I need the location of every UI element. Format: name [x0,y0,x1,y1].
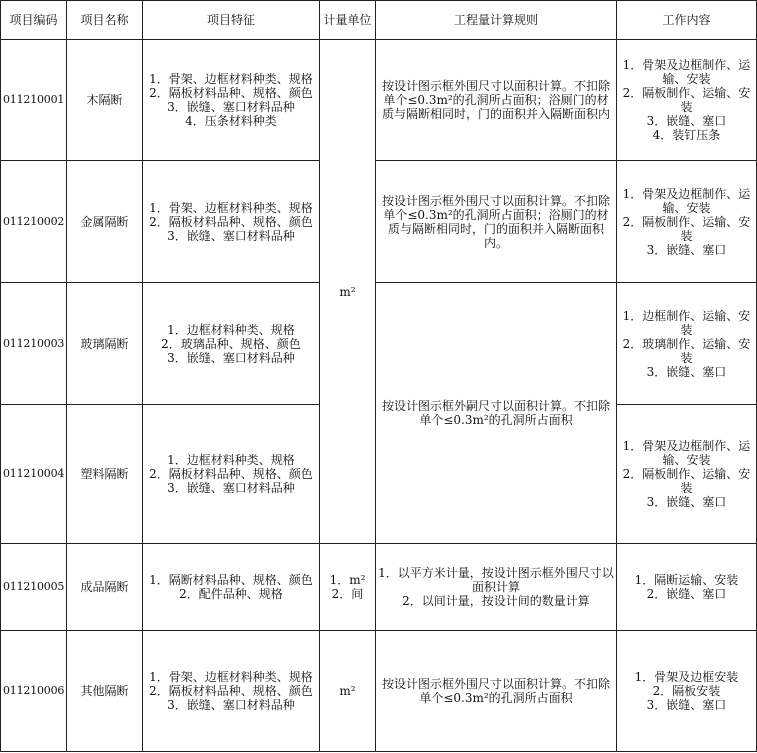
work-line: 2．嵌缝、塞口 [646,587,727,601]
table-row [1,631,757,752]
item-rule [376,631,617,752]
header-unit: 计量单位 [320,1,376,40]
item-rule [376,40,617,161]
feature-line: 3．嵌缝、塞口材料品种 [167,481,295,495]
work-line: 2．隔板制作、运输、安装 [622,86,751,114]
feature-line: 1．边框材料种类、规格 [167,453,295,467]
rule-line: 1．以平方米计量，按设计图示框外围尺寸以面积计算 [378,566,614,594]
feature-line: 2．配件品种、规格 [179,587,283,601]
feature-line: 1．边框材料种类、规格 [167,322,295,337]
item-code: 011210004 [1,405,67,544]
work-line: 2．隔板制作、运输、安装 [622,214,751,243]
table-row [1,283,757,405]
work-line: 1．骨架及边框制作、运输、安装 [622,58,751,86]
work-line: 3．嵌缝、塞口 [646,364,727,379]
feature-line: 3．嵌缝、塞口材料品种 [167,698,295,712]
table-row [1,544,757,631]
item-code: 011210005 [1,544,67,631]
work-line: 3．嵌缝、塞口 [646,698,727,712]
work-line: 3．嵌缝、塞口 [646,114,727,128]
feature-line: 2．玻璃品种、规格、颜色 [161,336,301,351]
feature-line: 1．骨架、边框材料种类、规格 [149,200,313,215]
work-line: 3．嵌缝、塞口 [646,242,727,257]
item-rule [376,544,617,631]
feature-line: 3．嵌缝、塞口材料品种 [167,350,295,365]
rule-line: 按设计图示框外嗣尺寸以面积计算。不扣除单个≤0.3m²的孔洞所占面积 [381,399,610,427]
item-work [617,405,757,544]
work-line: 1．骨架及边框制作、运输、安装 [622,439,751,467]
work-line: 1．骨架及边框安装 [634,670,739,684]
unit-line: 2．间 [331,587,364,601]
item-name: 成品隔断 [67,544,143,631]
item-work [617,544,757,631]
item-features [143,161,320,283]
feature-line: 2．隔板材料品种、规格、颜色 [149,214,313,229]
rule-line: 2．以间计量，按设计间的数量计算 [402,594,590,608]
feature-line: 1．骨架、边框材料种类、规格 [149,72,313,86]
feature-line: 3．嵌缝、塞口材料品种 [167,100,295,114]
work-line: 2．玻璃制作、运输、安装 [622,336,751,365]
rule-line: 按设计图示框外围尺寸以面积计算。不扣除单个≤0.3m²的孔洞所占面积；浴厕门的材质与隔断相同时，门的面积并入隔断面积内。 [381,193,610,250]
work-line: 1．边框制作、运输、安装 [622,308,751,337]
feature-line: 3．嵌缝、塞口材料品种 [167,228,295,243]
item-features [143,544,320,631]
header-rule: 工程量计算规则 [376,1,617,40]
item-work [617,631,757,752]
item-name: 木隔断 [67,40,143,161]
header-name: 项目名称 [67,1,143,40]
item-work [617,161,757,283]
work-line: 1．骨架及边框制作、运输、安装 [622,186,751,215]
item-unit: m² [320,40,376,544]
item-code: 011210003 [1,283,67,405]
work-line: 3．嵌缝、塞口 [646,495,727,509]
rule-line: 按设计图示框外围尺寸以面积计算。不扣除单个≤0.3m²的孔洞所占面积；浴厕门的材质与隔断相同时，门的面积并入隔断面积内 [381,79,610,121]
item-work [617,40,757,161]
feature-line: 1．骨架、边框材料种类、规格 [149,670,313,684]
item-rule [376,161,617,283]
work-line: 4．装钉压条 [652,128,721,142]
item-code: 011210002 [1,161,67,283]
feature-line: 2．隔板材料品种、规格、颜色 [149,684,313,698]
item-features [143,631,320,752]
item-unit: m² [320,631,376,752]
item-name: 玻璃隔断 [67,283,143,405]
feature-line: 4．压条材料种类 [185,114,277,128]
item-work [617,283,757,405]
item-name: 塑料隔断 [67,405,143,544]
header-row [1,1,757,40]
work-line: 2．隔板安装 [652,684,721,698]
work-line: 1．隔断运输、安装 [634,573,739,587]
header-work: 工作内容 [617,1,757,40]
item-code: 011210006 [1,631,67,752]
feature-line: 1．隔断材料品种、规格、颜色 [149,573,313,587]
item-features [143,405,320,544]
item-features [143,40,320,161]
item-features [143,283,320,405]
feature-line: 2．隔板材料品种、规格、颜色 [149,86,313,100]
header-features: 项目特征 [143,1,320,40]
item-unit [320,544,376,631]
item-name: 其他隔断 [67,631,143,752]
table-row [1,40,757,161]
item-rule-shared [376,283,617,544]
item-name: 金属隔断 [67,161,143,283]
header-code: 项目编码 [1,1,67,40]
unit-line: 1．m² [329,573,366,587]
rule-line: 按设计图示框外围尺寸以面积计算。不扣除单个≤0.3m²的孔洞所占面积 [381,677,610,705]
work-line: 2．隔板制作、运输、安装 [622,467,751,495]
table-row [1,161,757,283]
item-code: 011210001 [1,40,67,161]
feature-line: 2．隔板材料品种、规格、颜色 [149,467,313,481]
